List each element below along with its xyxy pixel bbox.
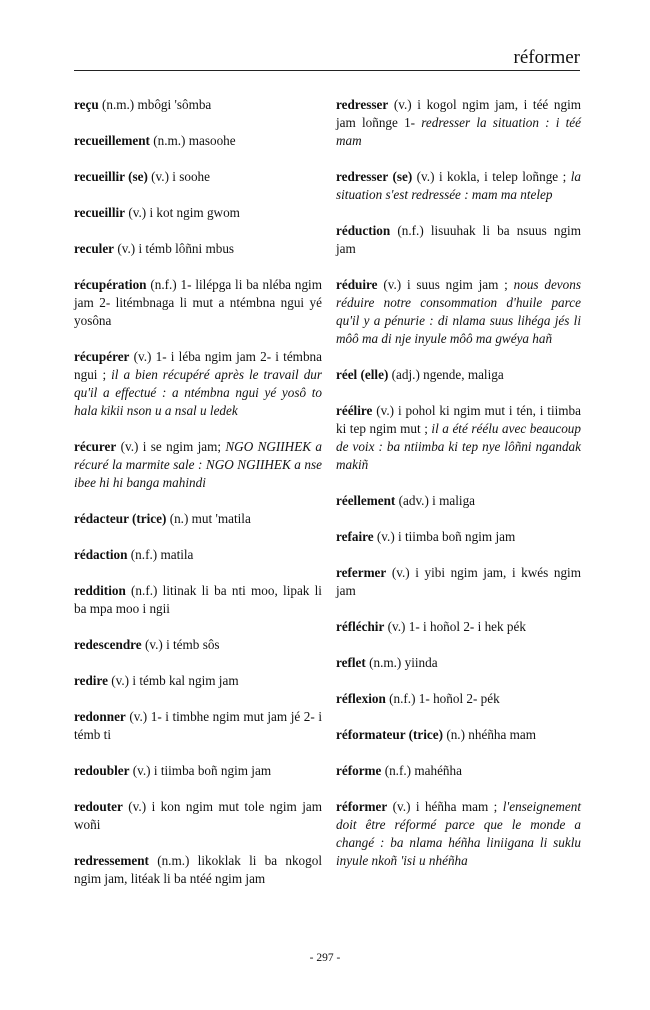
entry-definition: i héñha mam ; — [415, 799, 503, 814]
entry-grammar: (v.) — [412, 169, 439, 184]
entry-definition: masoohe — [188, 133, 236, 148]
entry-grammar: (n.f.) — [385, 691, 419, 706]
entry-grammar: (n.f.) — [381, 763, 415, 778]
entry-definition: litinak li ba nti moo, lipak li ba mpa moo i ngii — [74, 583, 322, 616]
entry-grammar: (v.) — [129, 763, 154, 778]
dictionary-entry — [336, 366, 581, 384]
dictionary-entry — [74, 546, 322, 564]
entry-headword: réellement — [336, 493, 396, 508]
entry-grammar: (n.m.) — [149, 133, 189, 148]
dictionary-entry — [336, 402, 581, 474]
entry-headword: reflet — [336, 655, 366, 670]
entry-grammar: (v.) — [372, 403, 398, 418]
entry-definition: mahéñha — [414, 763, 462, 778]
entry-definition: yiinda — [404, 655, 438, 670]
page-number: - 297 - — [309, 952, 341, 964]
entry-definition: lisuuhak li ba nsuus ngim jam — [336, 223, 581, 256]
entry-definition: i kokla, i telep loñnge ; — [438, 169, 571, 184]
entry-headword: recueillir — [74, 205, 126, 220]
entry-headword: refaire — [336, 529, 374, 544]
entry-grammar: (v.) — [384, 619, 409, 634]
entry-headword: récurer — [74, 439, 117, 454]
dictionary-entry — [74, 132, 322, 150]
entry-headword: redescendre — [74, 637, 142, 652]
dictionary-entry — [336, 564, 581, 600]
dictionary-entry — [74, 276, 322, 330]
entry-definition: i tiimba boñ ngim jam — [153, 763, 272, 778]
entry-definition: mbôgi 'sômba — [137, 97, 212, 112]
running-head: réformer — [513, 47, 580, 68]
entry-grammar: (n.m.) — [98, 97, 138, 112]
entry-definition: 1- hoñol 2- pék — [418, 691, 500, 706]
entry-grammar: (n.f.) — [125, 583, 163, 598]
entry-grammar: (n.) — [166, 511, 192, 526]
entry-headword: redoubler — [74, 763, 130, 778]
entry-grammar: (v.) — [116, 439, 143, 454]
entry-headword: rédaction — [74, 547, 128, 562]
entry-definition: 1- i hoñol 2- i hek pék — [408, 619, 526, 634]
entry-definition: likoklak li ba nkogol ngim jam, litéak li ba ntéé ngim jam — [74, 853, 322, 886]
entry-example: l'enseignement doit être réformé parce que le monde a changé : ba nlama héñha liniigana li suklu inyule nkoñ 'isi u nhéñha — [336, 799, 581, 868]
dictionary-entry — [336, 276, 581, 348]
entry-definition: i pohol ki ngim mut i tén, i tiimba ki tep ngim mut ; — [336, 403, 581, 436]
entry-definition: mut 'matila — [191, 511, 251, 526]
dictionary-entry — [74, 582, 322, 618]
entry-grammar: (v.) — [114, 241, 139, 256]
entry-grammar: (v.) — [386, 565, 416, 580]
dictionary-entry — [74, 438, 322, 492]
entry-definition: i yibi ngim jam, i kwés ngim jam — [336, 565, 581, 598]
entry-headword: réformer — [336, 799, 388, 814]
entry-definition: 1- lilépga li ba nléba ngim jam 2- litémbnaga li mut a ntémbna ngui yé yosôna — [74, 277, 322, 328]
dictionary-entry — [336, 168, 581, 204]
dictionary-entry — [336, 762, 581, 780]
entry-definition: nhéñha mam — [468, 727, 537, 742]
entry-headword: reddition — [74, 583, 126, 598]
entry-headword: redonner — [74, 709, 126, 724]
entry-headword: réélire — [336, 403, 373, 418]
dictionary-entry — [336, 492, 581, 510]
entry-example: nous devons réduire notre consommation d'huile parce qu'il y a pénurie : di nlama suus lihéga jés li môô ma di nje inyule môô ma gwéya hañ — [336, 277, 581, 346]
dictionary-entry — [74, 798, 322, 834]
entry-definition: i soohe — [172, 169, 211, 184]
entry-definition: i tiimba boñ ngim jam — [398, 529, 516, 544]
dictionary-entry — [74, 762, 322, 780]
dictionary-entry — [336, 690, 581, 708]
entry-definition: i kogol ngim jam, i téé ngim jam loñnge 1- — [336, 97, 581, 130]
entry-headword: recueillir (se) — [74, 169, 148, 184]
entry-headword: redouter — [74, 799, 123, 814]
entry-grammar: (n.f.) — [146, 277, 181, 292]
entry-headword: recueillement — [74, 133, 150, 148]
dictionary-entry — [336, 654, 581, 672]
entry-definition: ngende, maliga — [423, 367, 504, 382]
entry-grammar: (v.) — [122, 799, 152, 814]
entry-headword: reculer — [74, 241, 115, 256]
right-column — [336, 96, 581, 888]
entry-grammar: (n.m.) — [148, 853, 198, 868]
entry-definition: i maliga — [432, 493, 476, 508]
entry-definition: 1- i timbhe ngim mut jam jé 2- i témb ti — [74, 709, 322, 742]
entry-grammar: (n.f.) — [390, 223, 431, 238]
dictionary-entry — [336, 618, 581, 636]
dictionary-entry — [74, 672, 322, 690]
entry-definition: i se ngim jam; — [142, 439, 226, 454]
dictionary-entry — [74, 168, 322, 186]
dictionary-entry — [74, 240, 322, 258]
dictionary-entry — [74, 96, 322, 114]
entry-headword: récupération — [74, 277, 147, 292]
entry-headword: réforme — [336, 763, 382, 778]
dictionary-entry — [74, 510, 322, 528]
dictionary-entry — [336, 528, 581, 546]
left-column — [74, 96, 322, 906]
entry-headword: rédacteur (trice) — [74, 511, 167, 526]
entry-grammar: (v.) — [387, 799, 416, 814]
entry-headword: redresser — [336, 97, 389, 112]
entry-grammar: (n.) — [443, 727, 469, 742]
entry-example: la situation s'est redressée : mam ma ntelep — [336, 169, 581, 202]
dictionary-entry — [336, 222, 581, 258]
entry-definition: i témb sôs — [166, 637, 220, 652]
entry-example: redresser la situation : i téé mam — [336, 115, 581, 148]
dictionary-entry — [74, 204, 322, 222]
entry-grammar: (v.) — [373, 529, 399, 544]
entry-example: il a bien récupéré après le travail dur qu'il a effectué : a ntémbna ngui yé yosô to hala kikii nson u a nsal u ledek — [74, 367, 323, 418]
entry-grammar: (v.) — [129, 349, 156, 364]
header-rule — [74, 70, 580, 71]
entry-grammar: (n.m.) — [365, 655, 405, 670]
entry-definition: matila — [160, 547, 194, 562]
entry-definition: i kon ngim mut tole ngim jam woñi — [74, 799, 322, 832]
dictionary-entry — [74, 708, 322, 744]
entry-example: NGO NGIIHEK a récuré la marmite sale : NGO NGIIHEK a nse ibee hi hi banga mahindi — [74, 439, 322, 490]
entry-headword: réflexion — [336, 691, 386, 706]
dictionary-entry — [336, 798, 581, 870]
entry-grammar: (v.) — [141, 637, 167, 652]
entry-grammar: (v.) — [388, 97, 418, 112]
entry-definition: i témb lôñni mbus — [138, 241, 235, 256]
entry-headword: récupérer — [74, 349, 130, 364]
entry-headword: redresser (se) — [336, 169, 413, 184]
dictionary-entry — [74, 348, 322, 420]
entry-grammar: (adv.) — [395, 493, 433, 508]
dictionary-entry — [74, 636, 322, 654]
entry-definition: 1- i léba ngim jam 2- i témbna ngui ; — [74, 349, 322, 382]
entry-example: il a été réélu avec beaucoup de voix : ba ntiimba ki tep nye lôñni ngandak makiñ — [336, 421, 581, 472]
entry-headword: redressement — [74, 853, 149, 868]
entry-grammar: (v.) — [147, 169, 173, 184]
entry-headword: refermer — [336, 565, 387, 580]
entry-definition: i suus ngim jam ; — [406, 277, 514, 292]
entry-grammar: (adj.) — [388, 367, 424, 382]
entry-headword: réfléchir — [336, 619, 385, 634]
entry-headword: réformateur (trice) — [336, 727, 444, 742]
entry-headword: réduction — [336, 223, 391, 238]
entry-definition: i témb kal ngim jam — [132, 673, 239, 688]
entry-headword: reçu — [74, 97, 99, 112]
entry-headword: réduire — [336, 277, 378, 292]
entry-grammar: (v.) — [125, 205, 150, 220]
entry-grammar: (n.f.) — [127, 547, 161, 562]
entry-headword: réel (elle) — [336, 367, 389, 382]
entry-definition: i kot ngim gwom — [149, 205, 240, 220]
entry-grammar: (v.) — [125, 709, 151, 724]
entry-grammar: (v.) — [107, 673, 133, 688]
dictionary-entry — [336, 96, 581, 150]
dictionary-entry — [74, 852, 322, 888]
dictionary-entry — [336, 726, 581, 744]
entry-headword: redire — [74, 673, 108, 688]
entry-grammar: (v.) — [377, 277, 407, 292]
